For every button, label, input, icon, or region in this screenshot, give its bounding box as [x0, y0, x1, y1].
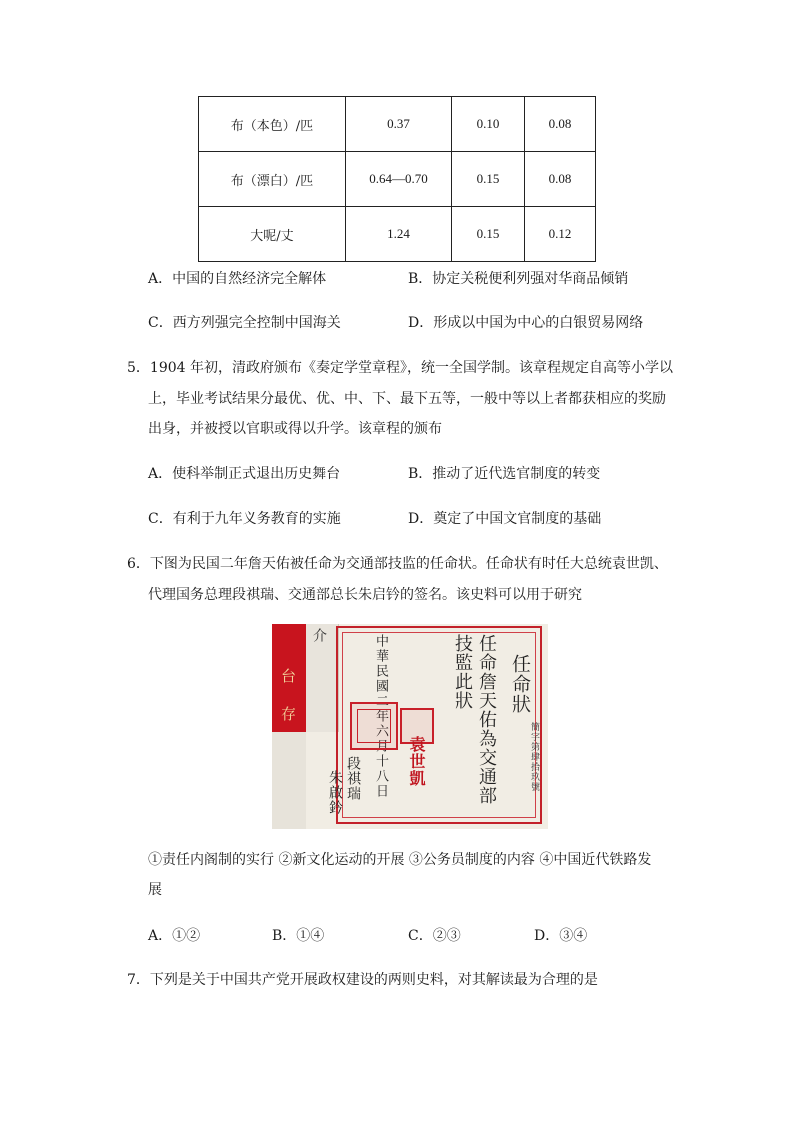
- q5-option-b: B．推动了近代选官制度的转变: [408, 466, 601, 482]
- certificate-main-text: 任命詹天佑為交通部: [476, 634, 497, 805]
- strip-text: 台: [279, 668, 297, 684]
- table-cell: 0.12: [525, 207, 596, 262]
- q5-option-d: D．奠定了中国文官制度的基础: [408, 511, 602, 527]
- q4-option-d: D．形成以中国为中心的白银贸易网络: [408, 315, 644, 331]
- cover-lower-paper: [272, 732, 306, 829]
- table-cell: 布（漂白）/匹: [199, 152, 346, 207]
- q5-stem-line-1: 5．1904 年初，清政府颁布《奏定学堂章程》，统一全国学制。该章程规定自高等小学以: [127, 360, 673, 376]
- q4-option-b: B．协定关税便利列强对华商品倾销: [408, 271, 629, 287]
- appointment-certificate-image: [272, 624, 548, 829]
- table-cell: 布（本色）/匹: [199, 97, 346, 152]
- q5-stem-line-2: 上，毕业考试结果分最优、优、中、下、最下五等，一般中等以上者都获相应的奖励: [148, 391, 666, 407]
- signature-duan-qirui: 段祺瑞: [345, 756, 361, 801]
- table-row: [199, 152, 596, 207]
- table-cell: 大呢/丈: [199, 207, 346, 262]
- table-cell: 0.15: [452, 152, 525, 207]
- q6-stem-line-1: 6．下图为民国二年詹天佑被任命为交通部技监的任命状。任命状有时任大总统袁世凯、: [127, 556, 668, 572]
- table-cell: 0.10: [452, 97, 525, 152]
- signature-yuan-shikai: 袁世凱: [407, 736, 426, 787]
- table-cell: 1.24: [346, 207, 452, 262]
- strip-text: 存: [279, 706, 297, 722]
- table-cell: 0.64—0.70: [346, 152, 452, 207]
- strip-text: 介: [311, 628, 327, 643]
- q6-option-b: B．①④: [272, 928, 325, 944]
- certificate-title: 任命狀: [509, 654, 531, 714]
- q5-option-c: C．有利于九年义务教育的实施: [148, 511, 341, 527]
- certificate-date: 中華民國二年六月十八日: [373, 634, 388, 799]
- q6-items-line-1: ①责任内阁制的实行 ②新文化运动的开展 ③公务员制度的内容 ④中国近代铁路发: [148, 852, 652, 868]
- table-cell: 0.37: [346, 97, 452, 152]
- signature-zhu-qiqian: 朱啟鈐: [327, 770, 343, 815]
- certificate-main-text: 技監此狀: [452, 634, 473, 710]
- q4-option-c: C．西方列强完全控制中国海关: [148, 315, 341, 331]
- table-row: [199, 207, 596, 262]
- q6-option-a: A．①②: [148, 928, 201, 944]
- q4-option-a: A．中国的自然经济完全解体: [148, 271, 327, 287]
- q6-option-c: C．②③: [408, 928, 461, 944]
- price-table: [198, 96, 596, 262]
- q6-stem-line-2: 代理国务总理段祺瑞、交通部总长朱启钤的签名。该史料可以用于研究: [148, 587, 582, 603]
- q7-stem-line-1: 7．下列是关于中国共产党开展政权建设的两则史料，对其解读最为合理的是: [127, 972, 598, 988]
- official-seal: [350, 702, 398, 750]
- table-cell: 0.08: [525, 152, 596, 207]
- q5-stem-line-3: 出身，并被授以官职或得以升学。该章程的颁布: [148, 421, 442, 437]
- certificate-serial: 簡字第肆拾玖號: [529, 722, 539, 792]
- q6-items-line-2: 展: [148, 882, 162, 898]
- table-row: [199, 97, 596, 152]
- q6-option-d: D．③④: [534, 928, 588, 944]
- table-cell: 0.08: [525, 97, 596, 152]
- q5-option-a: A．使科举制正式退出历史舞台: [148, 466, 341, 482]
- table-cell: 0.15: [452, 207, 525, 262]
